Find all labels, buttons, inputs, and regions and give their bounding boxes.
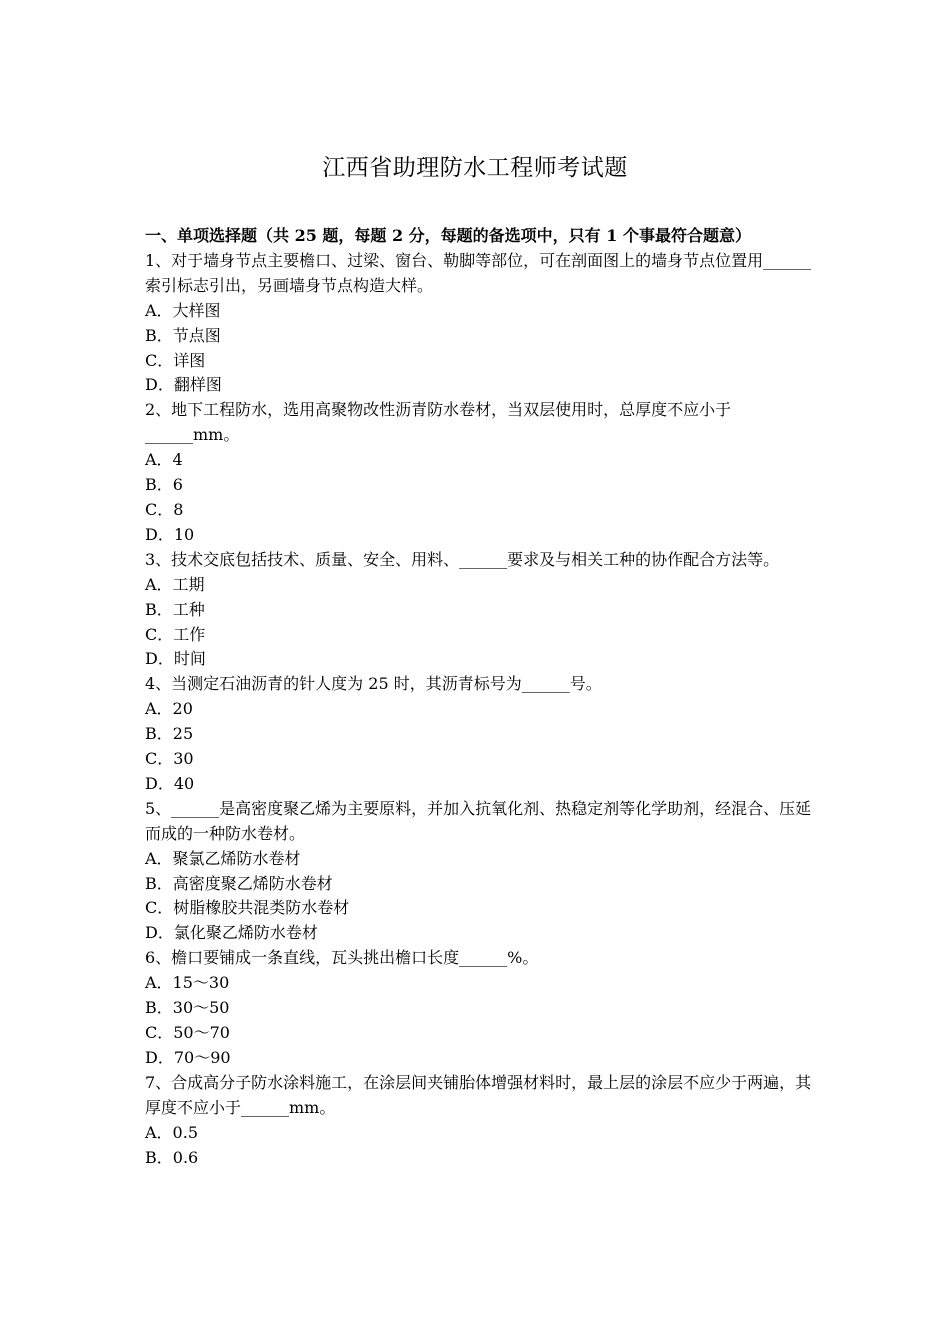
question-3 [145,548,825,673]
option-b: B．6 [145,475,183,495]
option-c: C．8 [145,499,184,519]
option-d: D．时间 [145,649,206,669]
question-text: 7、合成高分子防水涂料施工，在涂层间夹铺胎体增强材料时，最上层的涂层不应少于两遍，其厚度不应小于______mm。 [145,1072,812,1117]
option-d: D．40 [145,773,195,793]
option-b: B．高密度聚乙烯防水卷材 [145,873,333,893]
option-d: D．翻样图 [145,375,222,395]
option-b: B．节点图 [145,325,221,345]
option-a: A．大样图 [145,300,221,320]
option-d: D．10 [145,524,195,544]
option-a: A．工期 [145,574,205,594]
question-text: 2、地下工程防水，选用高聚物改性沥青防水卷材，当双层使用时，总厚度不应小于______mm。 [145,400,732,445]
document-body [145,224,825,1170]
question-2 [145,398,825,547]
option-a: A．0.5 [145,1122,199,1142]
option-d: D．氯化聚乙烯防水卷材 [145,923,318,943]
question-text: 5、______是高密度聚乙烯为主要原料，并加入抗氧化剂、热稳定剂等化学助剂，经混合、压延而成的一种防水卷材。 [145,798,812,843]
option-d: D．70～90 [145,1047,231,1067]
option-c: C．50～70 [145,1023,230,1042]
option-c: C．30 [145,749,194,769]
question-7 [145,1071,825,1171]
question-5 [145,797,825,946]
option-c: C．树脂橡胶共混类防水卷材 [145,898,350,918]
option-a: A．聚氯乙烯防水卷材 [145,848,301,868]
question-text: 6、檐口要铺成一条直线，瓦头挑出檐口长度______%。 [145,948,539,968]
question-text: 4、当测定石油沥青的针人度为 25 时，其沥青标号为______号。 [145,674,602,694]
option-a: A．20 [145,699,193,719]
option-b: B．25 [145,724,194,744]
option-a: A．4 [145,450,183,470]
option-b: B．30～50 [145,998,230,1018]
option-b: B．工种 [145,599,205,619]
section-heading: 一、单项选择题（共 25 题，每题 2 分，每题的备选项中，只有 1 个事最符合题意） [145,226,751,245]
option-c: C．详图 [145,350,206,370]
option-a: A．15～30 [145,973,230,993]
option-b: B．0.6 [145,1147,199,1167]
question-text: 1、对于墙身节点主要檐口、过梁、窗台、勒脚等部位，可在剖面图上的墙身节点位置用______索引标志引出，另画墙身节点构造大样。 [145,250,812,295]
question-1 [145,249,825,398]
question-4 [145,672,825,797]
document-title: 江西省助理防水工程师考试题 [322,155,628,181]
question-text: 3、技术交底包括技术、质量、安全、用料、______要求及与相关工种的协作配合方法等。 [145,549,780,569]
option-c: C．工作 [145,624,206,644]
question-6 [145,946,825,1071]
